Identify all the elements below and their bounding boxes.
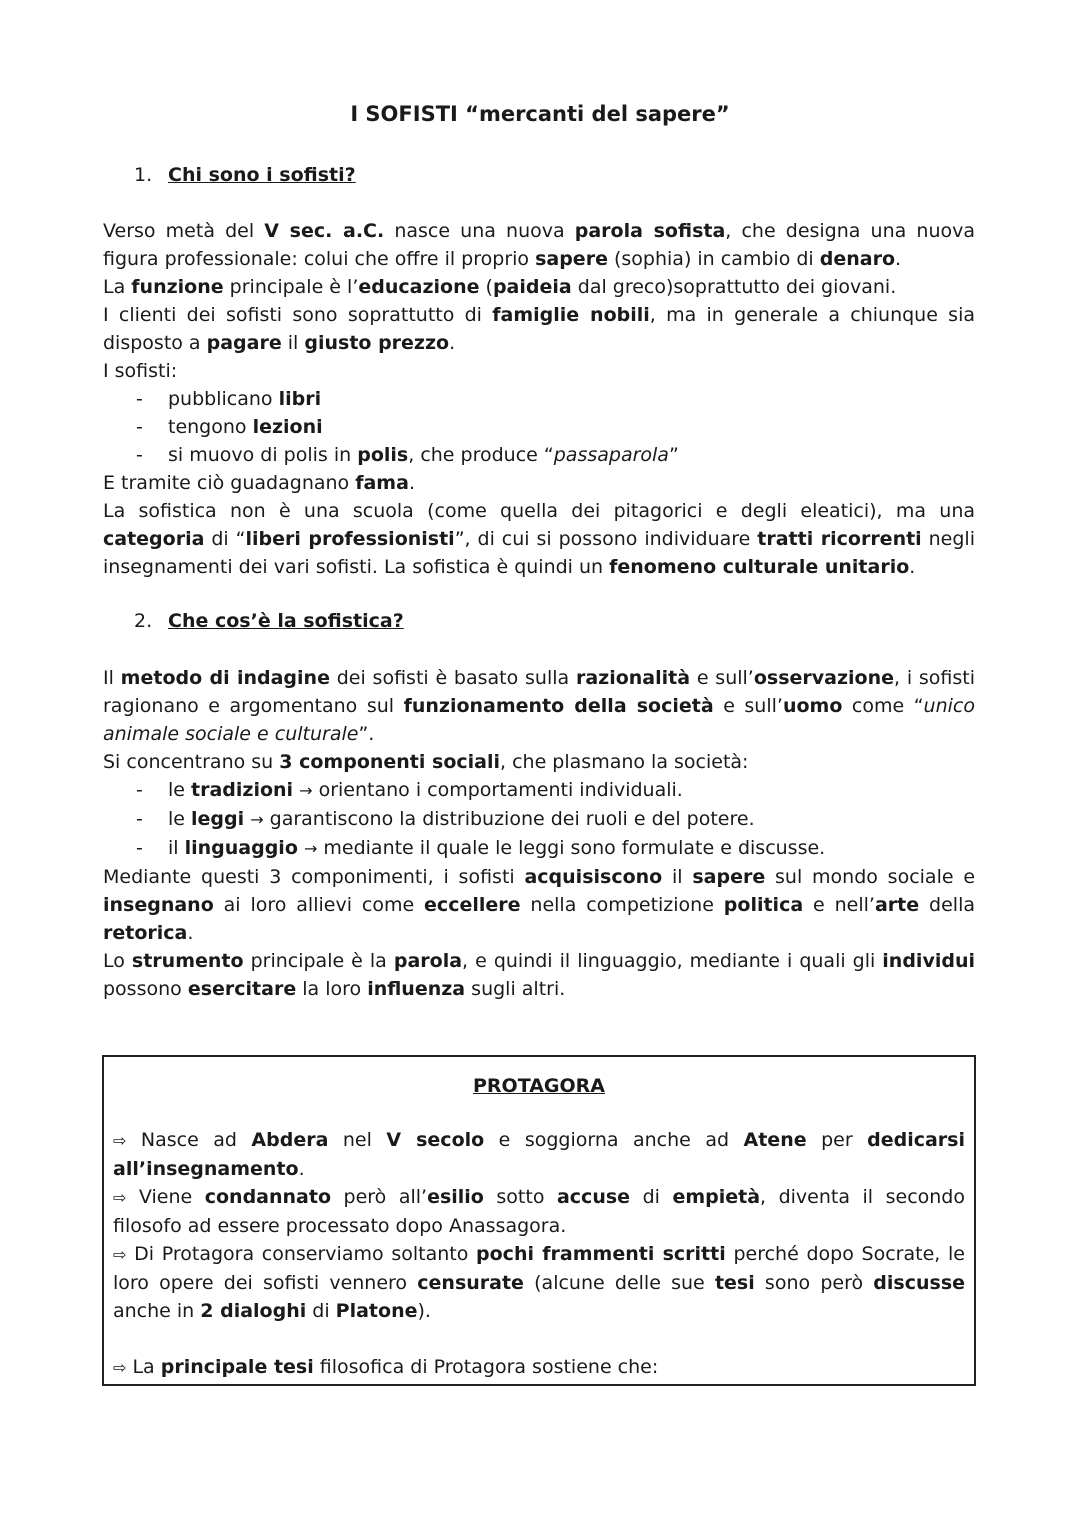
section-2-heading	[134, 610, 404, 632]
paragraph: Mediante questi 3 componimenti, i sofisti acquisiscono il sapere sul mondo sociale e	[103, 866, 976, 888]
paragraph: insegnamenti dei vari sofisti. La sofistica è quindi un fenomeno culturale unitario.	[103, 556, 916, 578]
paragraph: ⇨ La principale tesi filosofica di Protagora sostiene che:	[113, 1356, 659, 1378]
page-title: I SOFISTI “mercanti del sapere”	[350, 102, 730, 126]
paragraph: figura professionale: colui che offre il proprio sapere (sophia) in cambio di denaro.	[103, 248, 902, 270]
dash-icon: -	[136, 779, 143, 801]
list-item: - pubblicano libri	[103, 385, 975, 413]
list-item: - le tradizioni → orientano i comportamenti individuali.	[103, 776, 975, 805]
paragraph: Verso metà del V sec. a.C. nasce una nuova parola sofista, che designa una nuova	[103, 220, 975, 242]
paragraph: E tramite ciò guadagnano fama.	[103, 472, 415, 494]
paragraph: loro opere dei sofisti vennero censurate (alcune delle sue tesi sono però discusse	[113, 1272, 966, 1294]
paragraph: Il metodo di indagine dei sofisti è basato sulla razionalità e sull’osservazione, i sofisti	[103, 667, 976, 689]
list-item: - le leggi → garantiscono la distribuzione dei ruoli e del potere.	[103, 805, 975, 834]
section-2-title: Che cos’è la sofistica?	[168, 610, 404, 632]
section-1-body	[103, 217, 975, 581]
box-body	[113, 1126, 965, 1382]
protagora-box	[102, 1055, 976, 1386]
paragraph: La sofistica non è una scuola (come quella dei pitagorici e degli eleatici), ma una	[103, 500, 975, 522]
paragraph: anche in 2 dialoghi di Platone).	[113, 1300, 431, 1322]
section-1-heading	[134, 164, 356, 186]
arrow-icon: →	[303, 839, 318, 858]
arrow-right-icon: ⇨	[113, 1188, 127, 1207]
list-item: - tengono lezioni	[103, 413, 975, 441]
section-1-number: 1.	[134, 164, 153, 186]
paragraph: ⇨ Viene condannato però all’esilio sotto accuse di empietà, diventa il secondo	[113, 1186, 965, 1208]
paragraph: Lo strumento principale è la parola, e quindi il linguaggio, mediante i quali gli individui	[103, 950, 975, 972]
section-1-title: Chi sono i sofisti?	[168, 164, 356, 186]
arrow-right-icon: ⇨	[113, 1131, 127, 1150]
arrow-right-icon: ⇨	[113, 1358, 127, 1377]
paragraph: ragionano e argomentano sul funzionamento della società e sull’uomo come “unico	[103, 695, 975, 717]
dash-icon: -	[136, 388, 143, 410]
paragraph: animale sociale e culturale”.	[103, 723, 375, 745]
dash-icon: -	[136, 837, 143, 859]
paragraph: ⇨ Di Protagora conserviamo soltanto pochi frammenti scritti perché dopo Socrate, le	[113, 1243, 965, 1265]
paragraph: categoria di “liberi professionisti”, di cui si possono individuare tratti ricorrenti negli	[103, 528, 975, 550]
dash-icon: -	[136, 444, 143, 466]
paragraph: possono esercitare la loro influenza sugli altri.	[103, 978, 566, 1000]
paragraph: insegnano ai loro allievi come eccellere nella competizione politica e nell’arte della	[103, 894, 975, 916]
section-2-number: 2.	[134, 610, 153, 632]
list-item: - si muovo di polis in polis, che produce “passaparola”	[103, 441, 975, 469]
paragraph: La funzione principale è l’educazione (paideia dal greco)soprattutto dei giovani.	[103, 276, 897, 298]
dash-icon: -	[136, 416, 143, 438]
dash-icon: -	[136, 808, 143, 830]
paragraph: all’insegnamento.	[113, 1158, 305, 1180]
arrow-icon: →	[299, 781, 313, 800]
paragraph: disposto a pagare il giusto prezzo.	[103, 332, 456, 354]
arrow-right-icon: ⇨	[113, 1245, 127, 1264]
paragraph: retorica.	[103, 922, 194, 944]
arrow-icon: →	[250, 810, 264, 829]
section-2-body	[103, 664, 975, 1003]
paragraph: I clienti dei sofisti sono soprattutto di famiglie nobili, ma in generale a chiunque sia	[103, 304, 976, 326]
paragraph: Si concentrano su 3 componenti sociali, che plasmano la società:	[103, 751, 749, 773]
paragraph: filosofo ad essere processato dopo Anassagora.	[113, 1215, 567, 1237]
list-item: - il linguaggio → mediante il quale le leggi sono formulate e discusse.	[103, 834, 975, 863]
paragraph: I sofisti:	[103, 360, 178, 382]
box-title: PROTAGORA	[473, 1075, 605, 1097]
paragraph: ⇨ Nasce ad Abdera nel V secolo e soggiorna anche ad Atene per dedicarsi	[113, 1129, 966, 1151]
